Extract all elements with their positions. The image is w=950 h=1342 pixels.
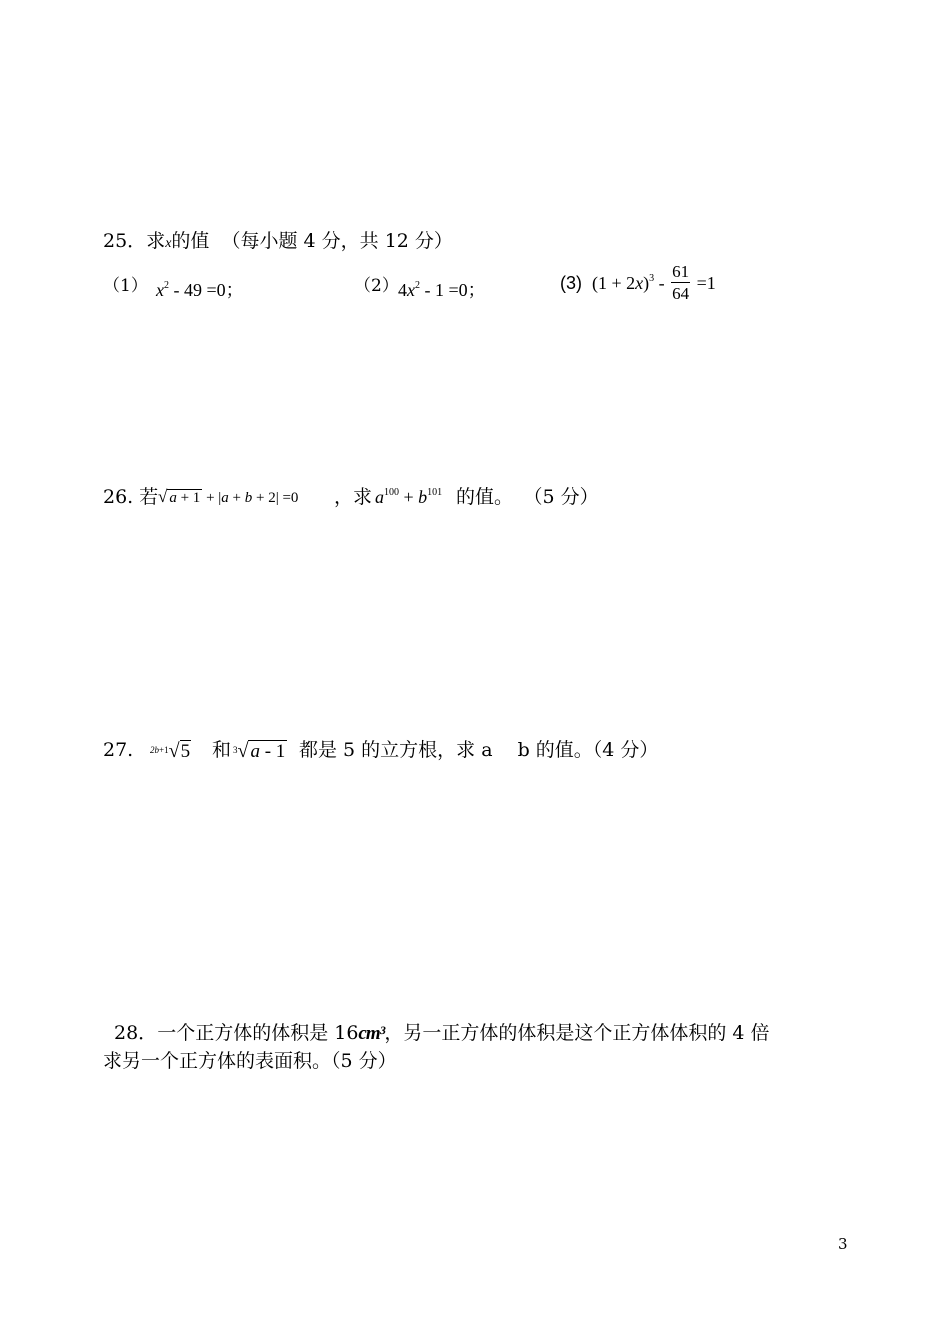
q27-root-1: $^{2b+1}$√5 [150, 740, 191, 762]
question-25-heading [103, 229, 453, 256]
question-points: （5 分） [533, 486, 599, 508]
q25-part-2-expression: $4x^2 - 1 =0$； [398, 280, 486, 300]
question-28-line-2: 求另一个正方体的表面积。（5 分） [103, 1050, 397, 1072]
q25-part-3-expression: $(1 + 2x)^3$ - $\frac{61}{64}$ =1 [592, 262, 716, 303]
question-number: 26. [103, 486, 134, 508]
q26-suffix: 的值。 （5 分） [456, 486, 599, 508]
question-prefix: 求 [146, 230, 166, 252]
q27-and: 和 [212, 739, 232, 761]
unit-cm3: cm³ [358, 1023, 385, 1044]
q25-part-1-expression: $x^2 - 49 =0$； [156, 280, 244, 300]
q25-part-2 [354, 273, 399, 298]
q27-text: 都是 5 的立方根，求 a b 的值。（4 分） [299, 739, 659, 761]
part-label: (3) [560, 273, 582, 293]
question-26 [103, 485, 158, 509]
q26-mid: ，求 [334, 486, 373, 508]
variable-x: x [165, 236, 172, 251]
q27-root-2: $^3$√ a - 1 [233, 740, 286, 762]
fraction-61-64: $\frac{61}{64}$ [672, 262, 690, 303]
q25-part-3 [560, 273, 582, 294]
question-number: 25． [103, 230, 147, 252]
q25-part-1 [103, 273, 148, 298]
question-27-number: 27. [103, 739, 134, 761]
q26-target: $a^{100} + b^{101}$ [375, 487, 443, 507]
question-number: 28． [114, 1022, 158, 1044]
part-label: （1） [103, 276, 148, 296]
page-number: 3 [838, 1235, 848, 1253]
question-suffix: 的值 [171, 230, 210, 252]
question-28-line-1: 28．一个正方体的体积是 16cm³，另一正方体的体积是这个正方体体积的 4 倍 [114, 1022, 770, 1044]
question-points: （每小题 4 分，共 12 分） [221, 230, 453, 252]
q26-condition: √ a + 1 + |a + b + 2| =0 [158, 487, 299, 506]
part-label: （2） [354, 276, 399, 296]
question-prefix: 若 [139, 486, 159, 508]
